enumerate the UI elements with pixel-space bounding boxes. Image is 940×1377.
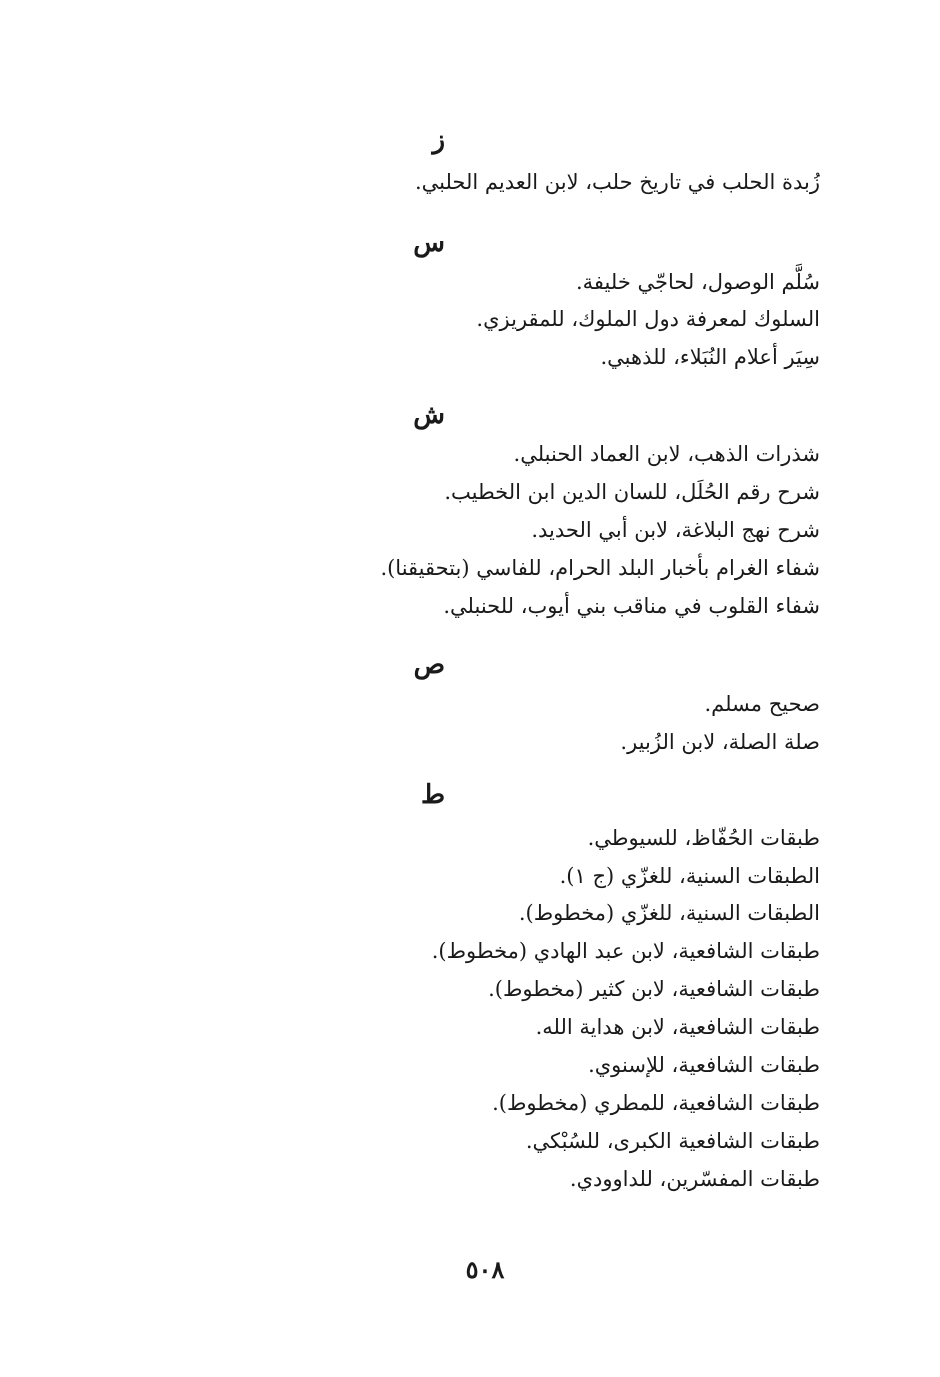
list-item: صلة الصلة، لابن الزُبير.	[620, 730, 820, 754]
list-item: زُبدة الحلب في تاريخ حلب، لابن العديم الحلبي.	[414, 170, 820, 194]
list-item: شذرات الذهب، لابن العماد الحنبلي.	[513, 442, 820, 466]
list-item: طبقات المفسّرين، للداوودي.	[569, 1167, 820, 1191]
list-item: شفاء الغرام بأخبار البلد الحرام، للفاسي (بتحقيقنا).	[380, 556, 820, 580]
section-letter-sad: ص	[413, 650, 445, 680]
list-item: طبقات الشافعية، للمطري (مخطوط).	[492, 1091, 820, 1115]
list-item: طبقات الشافعية، للإسنوي.	[588, 1053, 820, 1077]
section-letter-zay: ز	[432, 125, 445, 155]
list-item: شفاء القلوب في مناقب بني أيوب، للحنبلي.	[443, 594, 820, 618]
list-item: طبقات الشافعية، لابن كثير (مخطوط).	[488, 977, 820, 1001]
section-letter-sheen: ش	[413, 400, 445, 430]
list-item: صحيح مسلم.	[704, 692, 820, 716]
list-item: طبقات الشافعية الكبرى، للسُبْكي.	[525, 1129, 820, 1153]
list-item: الطبقات السنية، للغزّي (ج ١).	[559, 864, 820, 888]
list-item: سُلَّم الوصول، لحاجّي خليفة.	[575, 270, 820, 294]
section-letter-seen: س	[413, 228, 445, 258]
list-item: سِيَر أعلام النُبَلاء، للذهبي.	[600, 345, 820, 369]
list-item: شرح نهج البلاغة، لابن أبي الحديد.	[531, 518, 820, 542]
page-number	[0, 1255, 940, 1284]
list-item: شرح رقم الحُلَل، للسان الدين ابن الخطيب.	[444, 480, 820, 504]
section-letter-tah: ط	[420, 780, 445, 810]
list-item: طبقات الشافعية، لابن عبد الهادي (مخطوط).	[431, 939, 820, 963]
list-item: السلوك لمعرفة دول الملوك، للمقريزي.	[476, 307, 820, 331]
list-item: طبقات الشافعية، لابن هداية الله.	[535, 1015, 820, 1039]
list-item: الطبقات السنية، للغزّي (مخطوط).	[518, 901, 820, 925]
page-number-text: ٥٠٨	[465, 1255, 505, 1284]
list-item: طبقات الحُفّاظ، للسيوطي.	[587, 826, 820, 850]
